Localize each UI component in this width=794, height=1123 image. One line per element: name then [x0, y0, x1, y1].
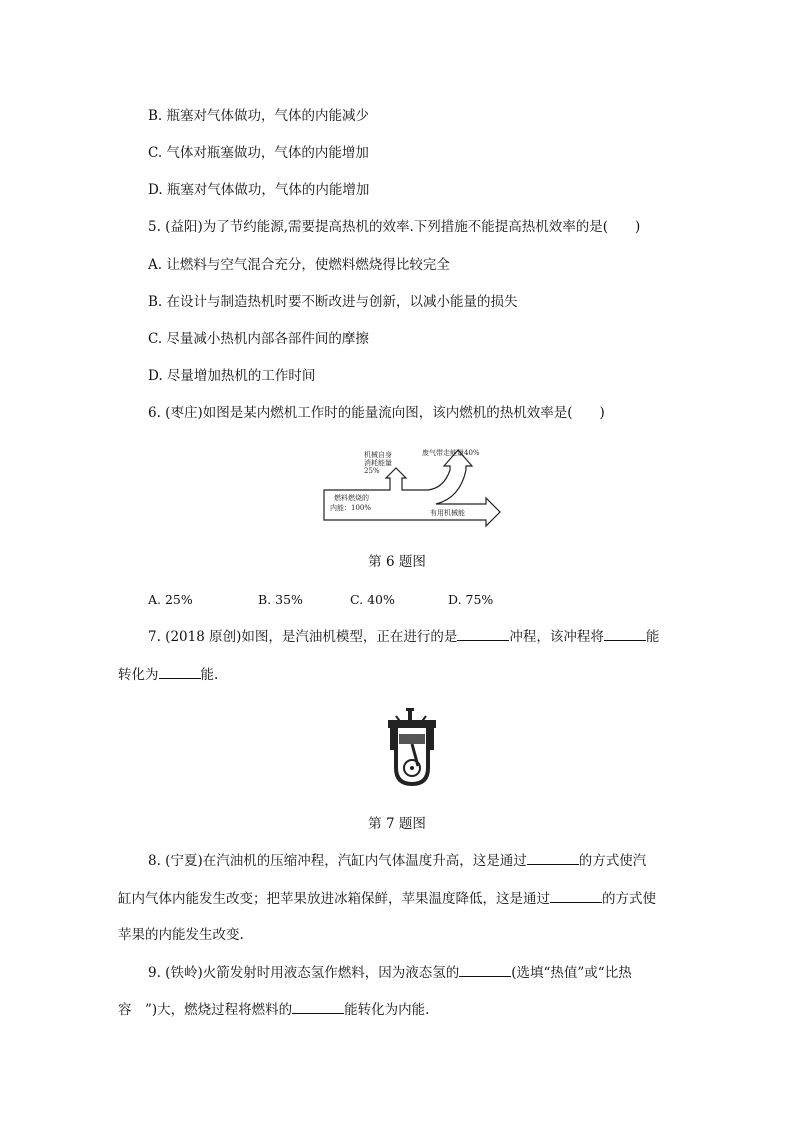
q7-blank-energy-to [159, 664, 201, 679]
diagram-mech-loss-line1: 机械自身 [364, 451, 392, 459]
diagram-exhaust-label: 废气带走能量40% [422, 449, 480, 457]
q9-blank-energy [292, 999, 344, 1014]
q4-option-d: D. 瓶塞对气体做功，气体的内能增加 [148, 182, 370, 198]
q7-line2: 转化为 能. [118, 664, 218, 685]
q8-blank-method-2 [550, 888, 602, 903]
q6-choice-c: C. 40% [350, 592, 395, 607]
q9-blank-property [459, 962, 511, 977]
q6-choice-d: D. 75% [448, 592, 494, 607]
q5-option-a: A. 让燃料与空气混合充分，使燃料燃烧得比较完全 [148, 257, 450, 273]
q7-blank-energy-from [604, 626, 646, 641]
q8-blank-method-1 [527, 850, 579, 865]
q7-figure-caption: 第 7 题图 [368, 816, 426, 832]
diagram-mech-loss-line2: 消耗能量 [364, 459, 392, 467]
diagram-input-line2: 内能：100% [330, 504, 372, 512]
q8-line3: 苹果的内能发生改变. [118, 927, 244, 943]
q8-line2: 缸内气体内能发生改变；把苹果放进冰箱保鲜，苹果温度降低，这是通过 的方式使 [118, 888, 656, 909]
q7-blank-stroke [457, 626, 509, 641]
diagram-mech-loss-line3: 25% [364, 467, 380, 475]
gasoline-engine-figure [382, 708, 442, 788]
q8-line1: 8. (宁夏)在汽油机的压缩冲程，汽缸内气体温度升高，这是通过 的方式使汽 [148, 850, 646, 871]
q6-choice-b: B. 35% [258, 592, 303, 607]
q5-option-d: D. 尽量增加热机的工作时间 [148, 368, 316, 384]
q5-option-b: B. 在设计与制造热机时要不断改进与创新，以减小能量的损失 [148, 294, 518, 310]
q7-line1: 7. (2018 原创)如图，是汽油机模型，正在进行的是 冲程，该冲程将 能 [148, 626, 659, 647]
q5-stem: 5. (益阳)为了节约能源,需要提高热机的效率.下列措施不能提高热机效率的是( ) [148, 219, 641, 235]
q9-line1: 9. (铁岭)火箭发射时用液态氢作燃料，因为液态氢的 (选填“热值”或“比热 [148, 962, 632, 983]
q4-option-c: C. 气体对瓶塞做功，气体的内能增加 [148, 145, 369, 161]
q6-choice-a: A. 25% [148, 592, 193, 607]
q9-line2: 容 ”)大，燃烧过程将燃料的 能转化为内能. [118, 999, 429, 1020]
q4-option-b: B. 瓶塞对气体做功，气体的内能减少 [148, 108, 370, 124]
energy-flow-diagram [318, 440, 518, 530]
diagram-useful-label: 有用机械能 [430, 509, 465, 517]
q5-option-c: C. 尽量减小热机内部各部件间的摩擦 [148, 331, 369, 347]
q6-stem: 6. (枣庄)如图是某内燃机工作时的能量流向图，该内燃机的热机效率是( ) [148, 405, 605, 421]
q6-figure-caption: 第 6 题图 [368, 554, 426, 570]
diagram-input-line1: 燃料燃烧的 [334, 494, 369, 502]
